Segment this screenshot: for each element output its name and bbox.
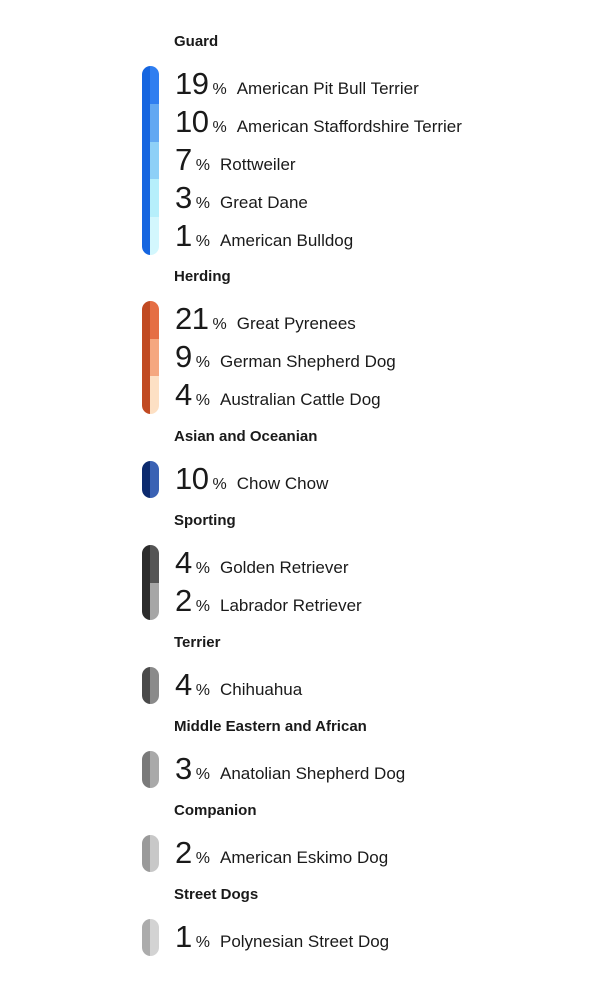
group-color-bar-edge	[142, 66, 150, 255]
breed-color-segment	[150, 751, 159, 788]
breed-row	[175, 750, 405, 788]
breed-name: Rottweiler	[219, 155, 296, 174]
breed-color-segment	[150, 301, 159, 339]
percent-sign: %	[195, 766, 210, 783]
breed-row	[175, 338, 396, 376]
breed-row	[175, 141, 296, 179]
breed-row	[175, 65, 419, 103]
group-color-bar-segments	[150, 461, 159, 498]
breed-color-segment	[150, 217, 159, 255]
group-title: Asian and Oceanian	[174, 428, 318, 445]
breed-name: American Bulldog	[219, 231, 354, 250]
group-title: Terrier	[174, 634, 221, 651]
breed-row	[175, 834, 388, 872]
breed-name: Chow Chow	[236, 474, 329, 493]
breed-row	[175, 217, 353, 255]
breed-percentage: 9	[175, 339, 192, 374]
percent-sign: %	[195, 354, 210, 371]
group-color-bar	[142, 667, 159, 704]
breed-percentage: 21	[175, 301, 209, 336]
breed-row	[175, 918, 389, 956]
breed-color-segment	[150, 835, 159, 872]
breed-color-segment	[150, 376, 159, 414]
group-color-bar	[142, 835, 159, 872]
breed-name: Great Pyrenees	[236, 314, 356, 333]
group-color-bar-edge	[142, 667, 150, 704]
percent-sign: %	[195, 850, 210, 867]
breed-row	[175, 376, 381, 414]
breed-percentage: 19	[175, 66, 209, 101]
group-title: Street Dogs	[174, 886, 259, 903]
percent-sign: %	[195, 157, 210, 174]
group-color-bar	[142, 751, 159, 788]
group-color-bar	[142, 301, 159, 414]
breed-percentage: 1	[175, 218, 192, 253]
group-color-bar-segments	[150, 751, 159, 788]
group-title: Middle Eastern and African	[174, 718, 367, 735]
breed-percentage: 2	[175, 583, 192, 618]
breed-color-segment	[150, 179, 159, 217]
group-color-bar-segments	[150, 66, 159, 255]
group-color-bar	[142, 545, 159, 620]
breed-color-segment	[150, 142, 159, 180]
breed-percentage: 2	[175, 835, 192, 870]
breed-name: Golden Retriever	[219, 558, 349, 577]
breed-name: Labrador Retriever	[219, 596, 362, 615]
breed-color-segment	[150, 583, 159, 621]
breed-name: German Shepherd Dog	[219, 352, 396, 371]
percent-sign: %	[212, 119, 227, 136]
percent-sign: %	[212, 81, 227, 98]
breed-row	[175, 582, 362, 620]
group-color-bar-edge	[142, 461, 150, 498]
breed-name: American Pit Bull Terrier	[236, 79, 419, 98]
percent-sign: %	[212, 316, 227, 333]
percent-sign: %	[195, 598, 210, 615]
breed-color-segment	[150, 66, 159, 104]
breed-color-segment	[150, 667, 159, 704]
group-color-bar-segments	[150, 301, 159, 414]
breed-name: Polynesian Street Dog	[219, 932, 390, 951]
breed-row	[175, 666, 302, 704]
breed-name: American Eskimo Dog	[219, 848, 389, 867]
percent-sign: %	[195, 233, 210, 250]
breed-percentage: 4	[175, 667, 192, 702]
group-title: Herding	[174, 268, 231, 285]
percent-sign: %	[195, 392, 210, 409]
breed-row	[175, 544, 349, 582]
breed-percentage: 10	[175, 104, 209, 139]
breed-name: Chihuahua	[219, 680, 303, 699]
breed-color-segment	[150, 919, 159, 956]
breed-row	[175, 179, 308, 217]
breed-color-segment	[150, 461, 159, 498]
breed-percentage: 4	[175, 377, 192, 412]
group-title: Sporting	[174, 512, 236, 529]
breed-percentage: 1	[175, 919, 192, 954]
breed-name: American Staffordshire Terrier	[236, 117, 462, 136]
breed-color-segment	[150, 339, 159, 377]
breed-name: Australian Cattle Dog	[219, 390, 381, 409]
group-color-bar	[142, 919, 159, 956]
group-color-bar	[142, 66, 159, 255]
group-color-bar-segments	[150, 919, 159, 956]
percent-sign: %	[212, 476, 227, 493]
group-color-bar-segments	[150, 835, 159, 872]
percent-sign: %	[195, 195, 210, 212]
breed-row	[175, 103, 462, 141]
group-color-bar-edge	[142, 545, 150, 620]
breed-color-segment	[150, 104, 159, 142]
breed-percentage: 7	[175, 142, 192, 177]
breed-row	[175, 460, 328, 498]
percent-sign: %	[195, 560, 210, 577]
group-title: Guard	[174, 33, 219, 50]
group-color-bar-segments	[150, 667, 159, 704]
breed-percentage: 3	[175, 180, 192, 215]
breed-percentage: 4	[175, 545, 192, 580]
group-color-bar-edge	[142, 751, 150, 788]
breed-name: Anatolian Shepherd Dog	[219, 764, 406, 783]
percent-sign: %	[195, 934, 210, 951]
breed-percentage: 10	[175, 461, 209, 496]
percent-sign: %	[195, 682, 210, 699]
group-color-bar-edge	[142, 301, 150, 414]
breed-name: Great Dane	[219, 193, 308, 212]
group-color-bar-edge	[142, 835, 150, 872]
group-color-bar-segments	[150, 545, 159, 620]
group-color-bar	[142, 461, 159, 498]
breed-percentage: 3	[175, 751, 192, 786]
breed-row	[175, 300, 356, 338]
group-color-bar-edge	[142, 919, 150, 956]
breed-color-segment	[150, 545, 159, 583]
group-title: Companion	[174, 802, 257, 819]
